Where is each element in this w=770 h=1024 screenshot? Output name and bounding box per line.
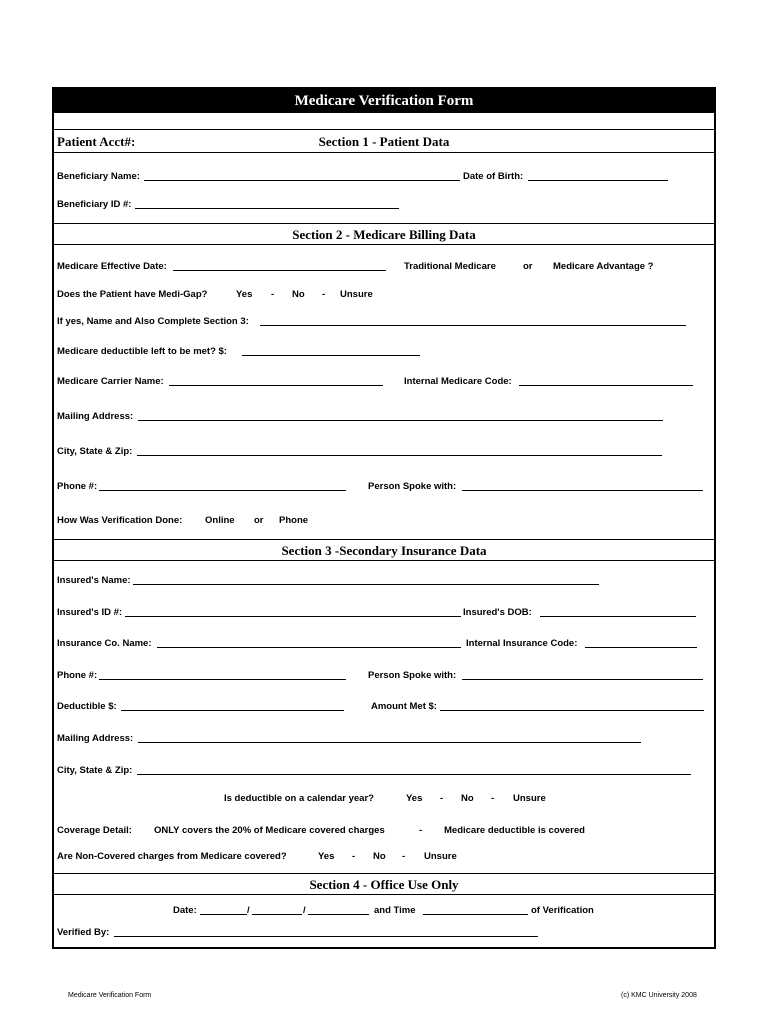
dash-text: - <box>271 289 275 300</box>
calendar-yes-option[interactable]: Yes <box>406 793 423 804</box>
insured-name-label: Insured's Name: <box>57 575 131 586</box>
calendar-unsure-option[interactable]: Unsure <box>513 793 546 804</box>
date-year-field[interactable] <box>308 914 369 915</box>
phone-option[interactable]: Phone <box>279 515 309 526</box>
mailing-address-field[interactable] <box>138 742 641 743</box>
deductible-left-field[interactable] <box>242 355 420 356</box>
mailing-address-label: Mailing Address: <box>57 733 134 744</box>
and-time-label: and Time <box>374 905 416 916</box>
divider <box>54 539 714 540</box>
divider <box>54 129 714 130</box>
mailing-address-label: Mailing Address: <box>57 411 134 422</box>
city-state-zip-label: City, State & Zip: <box>57 446 133 457</box>
verified-by-label: Verified By: <box>57 927 110 938</box>
medicare-verification-form <box>52 87 716 949</box>
divider <box>54 873 714 874</box>
internal-medicare-code-field[interactable] <box>519 385 693 386</box>
insured-dob-label: Insured's DOB: <box>463 607 532 618</box>
patient-acct-label: Patient Acct#: <box>57 134 136 149</box>
internal-medicare-code-label: Internal Medicare Code: <box>404 376 512 387</box>
verified-by-field[interactable] <box>114 936 538 937</box>
beneficiary-name-label: Beneficiary Name: <box>57 171 140 182</box>
medigap-no-option[interactable]: No <box>292 289 305 300</box>
or-text: or <box>254 515 264 526</box>
if-yes-label: If yes, Name and Also Complete Section 3: <box>57 316 249 327</box>
divider <box>54 560 714 561</box>
amount-met-field[interactable] <box>440 710 704 711</box>
effective-date-field[interactable] <box>173 270 386 271</box>
footer-copyright: (c) KMC University 2008 <box>621 992 697 999</box>
slash-text: / <box>303 905 306 916</box>
carrier-name-label: Medicare Carrier Name: <box>57 376 164 387</box>
city-state-zip-field[interactable] <box>137 455 662 456</box>
divider <box>54 244 714 245</box>
of-verification-label: of Verification <box>531 905 594 916</box>
deductible-field[interactable] <box>121 710 344 711</box>
section3-title: Section 3 -Secondary Insurance Data <box>281 543 487 558</box>
medigap-yes-option[interactable]: Yes <box>236 289 253 300</box>
mailing-address-field[interactable] <box>138 420 663 421</box>
if-yes-field[interactable] <box>260 325 686 326</box>
time-field[interactable] <box>423 914 528 915</box>
deductible-label: Deductible $: <box>57 701 117 712</box>
beneficiary-id-field[interactable] <box>135 208 399 209</box>
dash-text: - <box>352 851 356 862</box>
divider <box>54 894 714 895</box>
section1-title: Section 1 - Patient Data <box>318 134 450 149</box>
calendar-year-label: Is deductible on a calendar year? <box>224 793 374 804</box>
person-spoke-label: Person Spoke with: <box>368 481 457 492</box>
section2-title: Section 2 - Medicare Billing Data <box>292 227 476 242</box>
footer-form-name: Medicare Verification Form <box>68 992 152 999</box>
phone-label: Phone #: <box>57 670 98 681</box>
non-covered-label: Are Non-Covered charges from Medicare covered? <box>57 851 287 862</box>
dash-text: - <box>419 825 423 836</box>
medicare-advantage-option[interactable]: Medicare Advantage ? <box>553 261 654 272</box>
non-covered-yes-option[interactable]: Yes <box>318 851 335 862</box>
person-spoke-field[interactable] <box>462 490 703 491</box>
insured-id-field[interactable] <box>125 616 461 617</box>
date-of-birth-field[interactable] <box>528 180 668 181</box>
date-day-field[interactable] <box>252 914 302 915</box>
person-spoke-field[interactable] <box>462 679 703 680</box>
city-state-zip-label: City, State & Zip: <box>57 765 133 776</box>
dash-text: - <box>402 851 406 862</box>
phone-field[interactable] <box>99 679 346 680</box>
insured-id-label: Insured's ID #: <box>57 607 123 618</box>
beneficiary-name-field[interactable] <box>144 180 460 181</box>
deductible-covered-option[interactable]: Medicare deductible is covered <box>444 825 585 836</box>
traditional-medicare-option[interactable]: Traditional Medicare <box>404 261 496 272</box>
medigap-unsure-option[interactable]: Unsure <box>340 289 373 300</box>
carrier-name-field[interactable] <box>169 385 383 386</box>
dash-text: - <box>440 793 444 804</box>
calendar-no-option[interactable]: No <box>461 793 474 804</box>
internal-insurance-code-label: Internal Insurance Code: <box>466 638 578 649</box>
beneficiary-id-label: Beneficiary ID #: <box>57 199 132 210</box>
divider <box>54 152 714 153</box>
phone-label: Phone #: <box>57 481 98 492</box>
non-covered-unsure-option[interactable]: Unsure <box>424 851 457 862</box>
internal-insurance-code-field[interactable] <box>585 647 697 648</box>
date-of-birth-label: Date of Birth: <box>463 171 524 182</box>
section4-title: Section 4 - Office Use Only <box>309 877 459 892</box>
date-label: Date: <box>173 905 197 916</box>
phone-field[interactable] <box>99 490 346 491</box>
slash-text: / <box>247 905 250 916</box>
divider <box>54 223 714 224</box>
only-covers-option[interactable]: ONLY covers the 20% of Medicare covered charges <box>154 825 385 836</box>
deductible-left-label: Medicare deductible left to be met? $: <box>57 346 227 357</box>
insurance-co-field[interactable] <box>157 647 461 648</box>
dash-text: - <box>322 289 326 300</box>
person-spoke-label: Person Spoke with: <box>368 670 457 681</box>
or-text: or <box>523 261 533 272</box>
non-covered-no-option[interactable]: No <box>373 851 386 862</box>
effective-date-label: Medicare Effective Date: <box>57 261 167 272</box>
insured-name-field[interactable] <box>133 584 599 585</box>
insured-dob-field[interactable] <box>540 616 696 617</box>
coverage-detail-label: Coverage Detail: <box>57 825 132 836</box>
amount-met-label: Amount Met $: <box>371 701 437 712</box>
medigap-label: Does the Patient have Medi-Gap? <box>57 289 208 300</box>
form-title: Medicare Verification Form <box>54 89 714 113</box>
insurance-co-label: Insurance Co. Name: <box>57 638 152 649</box>
city-state-zip-field[interactable] <box>137 774 691 775</box>
date-month-field[interactable] <box>200 914 247 915</box>
how-verified-label: How Was Verification Done: <box>57 515 183 526</box>
online-option[interactable]: Online <box>205 515 235 526</box>
dash-text: - <box>491 793 495 804</box>
